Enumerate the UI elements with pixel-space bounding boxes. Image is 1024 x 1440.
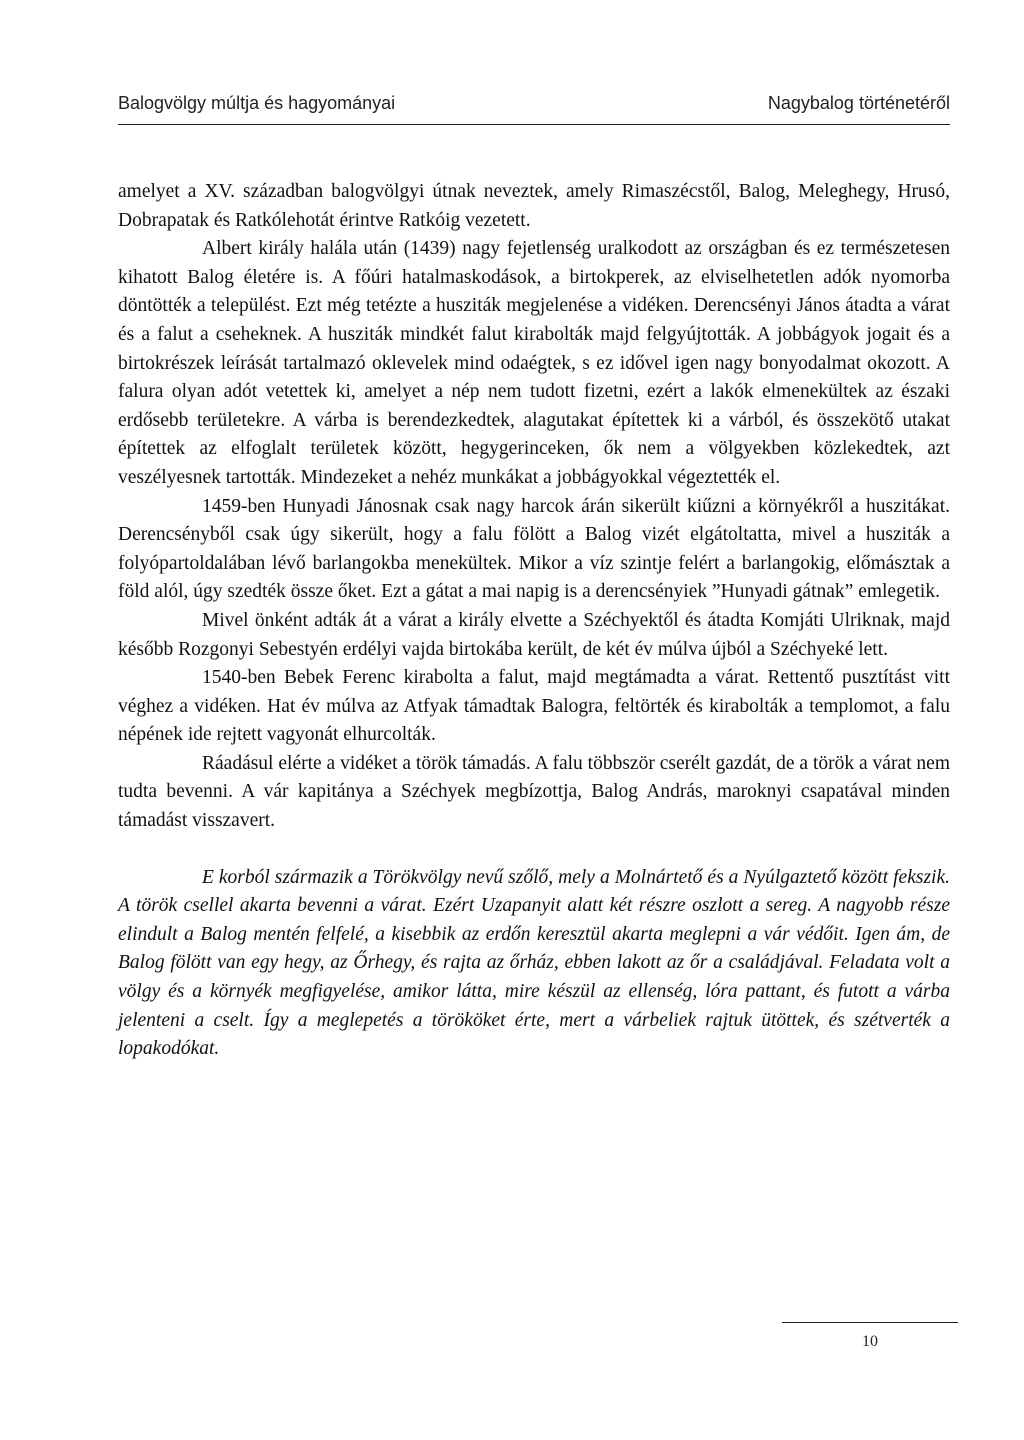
paragraph: Mivel önként adták át a várat a király elvette a Széchyektől és átadta Komjáti Ulriknak, majd később Rozgonyi Sebestyén erdélyi vajda birtokába került, de két év múlva újból a Széchyeké lett. bbox=[118, 609, 950, 660]
header-chapter-title: Nagybalog történetéről bbox=[767, 93, 950, 113]
paragraph: 1459-ben Hunyadi Jánosnak csak nagy harcok árán sikerült kiűzni a környékről a huszitákat. Derencsényből csak úgy sikerült, hogy a falu fölött a Balog vizét elgátoltatta, mivel a husziták a folyópartoldalában lévő barlangokba menekültek. Mikor a víz szintje felért a barlangokig, előmásztak a föld alól, úgy szedték össze őket. Ezt a gátat a mai napig is a derencsényiek ”Hunyadi gátnak” emlegetik. bbox=[118, 495, 950, 603]
footer-rule bbox=[782, 1322, 958, 1323]
paragraph: Ráadásul elérte a vidéket a török támadás. A falu többször cserélt gazdát, de a török a várat nem tudta bevenni. A vár kapitánya a Széchyek megbízottja, Balog András, maroknyi csapatával minden támadást visszavert. bbox=[118, 752, 950, 832]
page-number: 10 bbox=[862, 1333, 878, 1350]
paragraph-continuation: amelyet a XV. században balogvölgyi útnak neveztek, amely Rimaszécstől, Balog, Meleghegy, Hrusó, Dobrapatak és Ratkólehotát érintve Ratkóig vezetett. bbox=[118, 181, 950, 231]
running-header bbox=[118, 92, 950, 125]
paragraph: Albert király halála után (1439) nagy fejetlenség uralkodott az országban és ez természetesen kihatott Balog életére is. A főúri hatalmaskodások, a birtokperek, az elviselhetetlen adók nyomorba döntötték a települést. Ezt még tetézte a husziták megjelenése a vidéken. Derencsényi János átadta a várat és a falut a cseheknek. A husziták mindkét falut kirabolták majd felgyújtották. A jobbágyok jogait és a birtokrészek leírását tartalmazó oklevelek mind odaégtek, s ez idővel igen nagy bonyodalmat okozott. A falura olyan adót vetettek ki, amelyet a nép nem tudott fizetni, ezért a lakók elmenekültek az északi erdősebb területekre. A várba is berendezkedtek, alagutakat építettek ki a várból, és összekötő utakat építettek az elfoglalt területek között, hegygerinceken, ők nem a völgyekben közlekedtek, azt veszélyesnek tartották. Mindezeket a nehéz munkákat a jobbágyokkal végeztették el. bbox=[118, 238, 950, 488]
header-book-title: Balogvölgy múltja és hagyományai bbox=[118, 93, 396, 113]
paragraph: 1540-ben Bebek Ferenc kirabolta a falut, majd megtámadta a várat. Rettentő pusztítást vitt véghez a vidéken. Hat év múlva az Atfyak támadtak Balogra, feltörték és kirabolták a templomot, a falu népének ide rejtett vagyonát elhurcolták. bbox=[118, 667, 950, 746]
legend-italic-paragraph: E korból származik a Törökvölgy nevű szőlő, mely a Molnártető és a Nyúlgaztető között fekszik. A török csellel akarta bevenni a várat. Ezért Uzapanyit alatt két részre oszlott a sereg. A nagyobb része elindult a Balog mentén felfelé, a kisebbik az erdőn keresztül akarta meglepni a vár védőit. Igen ám, de Balog fölött van egy hegy, az Őrhegy, és rajta az őrház, ebben lakott az őr a családjával. Feladata volt a völgy és a környék megfigyelése, amikor látta, mire készül az ellenség, lóra pattant, és futott a várba jelenteni a cselt. Így a meglepetés a törököket érte, mert a várbeliek rajtuk ütöttek, és szétverték a lopakodókat. bbox=[118, 866, 950, 1060]
body-text bbox=[118, 178, 950, 1064]
